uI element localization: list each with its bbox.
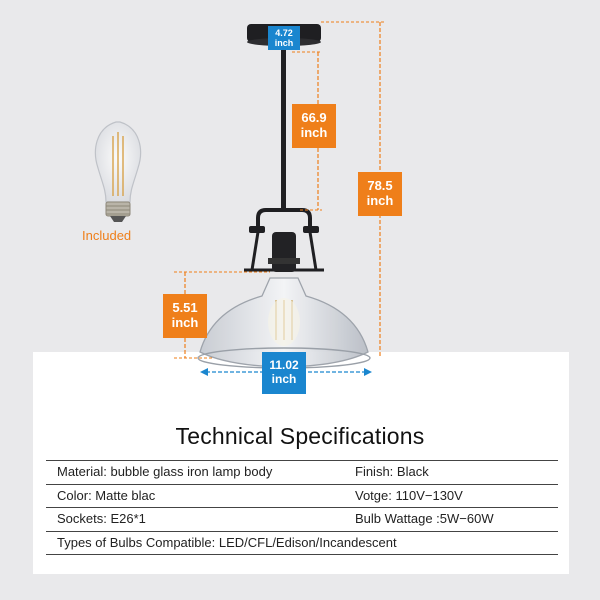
spec-color: Color: Matte blac [57, 487, 156, 503]
spec-row [46, 532, 558, 556]
total-height-badge [358, 172, 402, 216]
shade-width-badge [262, 352, 306, 394]
shade-height-unit: inch [171, 315, 199, 330]
spec-finish: Finish: Black [355, 464, 429, 479]
socket-cage [244, 210, 324, 272]
canopy-diameter-value: 4.72 [275, 27, 293, 38]
spec-title: Technical Specifications [175, 423, 425, 449]
spec-wattage: Bulb Wattage :5W−60W [355, 511, 494, 526]
canopy-diameter-badge [268, 26, 300, 50]
cord [281, 42, 286, 212]
spec-material: Material: bubble glass iron lamp body [57, 464, 273, 479]
total-height-value: 78.5 [367, 178, 393, 194]
shade-width-unit: inch [271, 372, 297, 386]
shade-height-value: 5.51 [172, 300, 198, 316]
spec-voltage: Votge: 110V−130V [355, 487, 463, 503]
spec-row [46, 508, 558, 532]
spec-table [46, 460, 558, 555]
shade-width-value: 11.02 [269, 358, 299, 373]
spec-sockets: Sockets: E26*1 [57, 511, 146, 526]
shade-height-badge [163, 294, 207, 338]
bulb-icon [95, 122, 140, 222]
bulb-included-label: Included [82, 228, 132, 243]
canopy-diameter-unit: inch [274, 38, 294, 48]
cord-length-badge [292, 104, 336, 148]
spec-row [46, 461, 558, 485]
spec-row [46, 485, 558, 509]
spec-bulb-types: Types of Bulbs Compatible: LED/CFL/Edison/Incandescent [57, 534, 397, 550]
total-height-unit: inch [366, 193, 394, 208]
cord-length-value: 66.9 [301, 110, 327, 126]
cord-length-unit: inch [300, 125, 328, 140]
